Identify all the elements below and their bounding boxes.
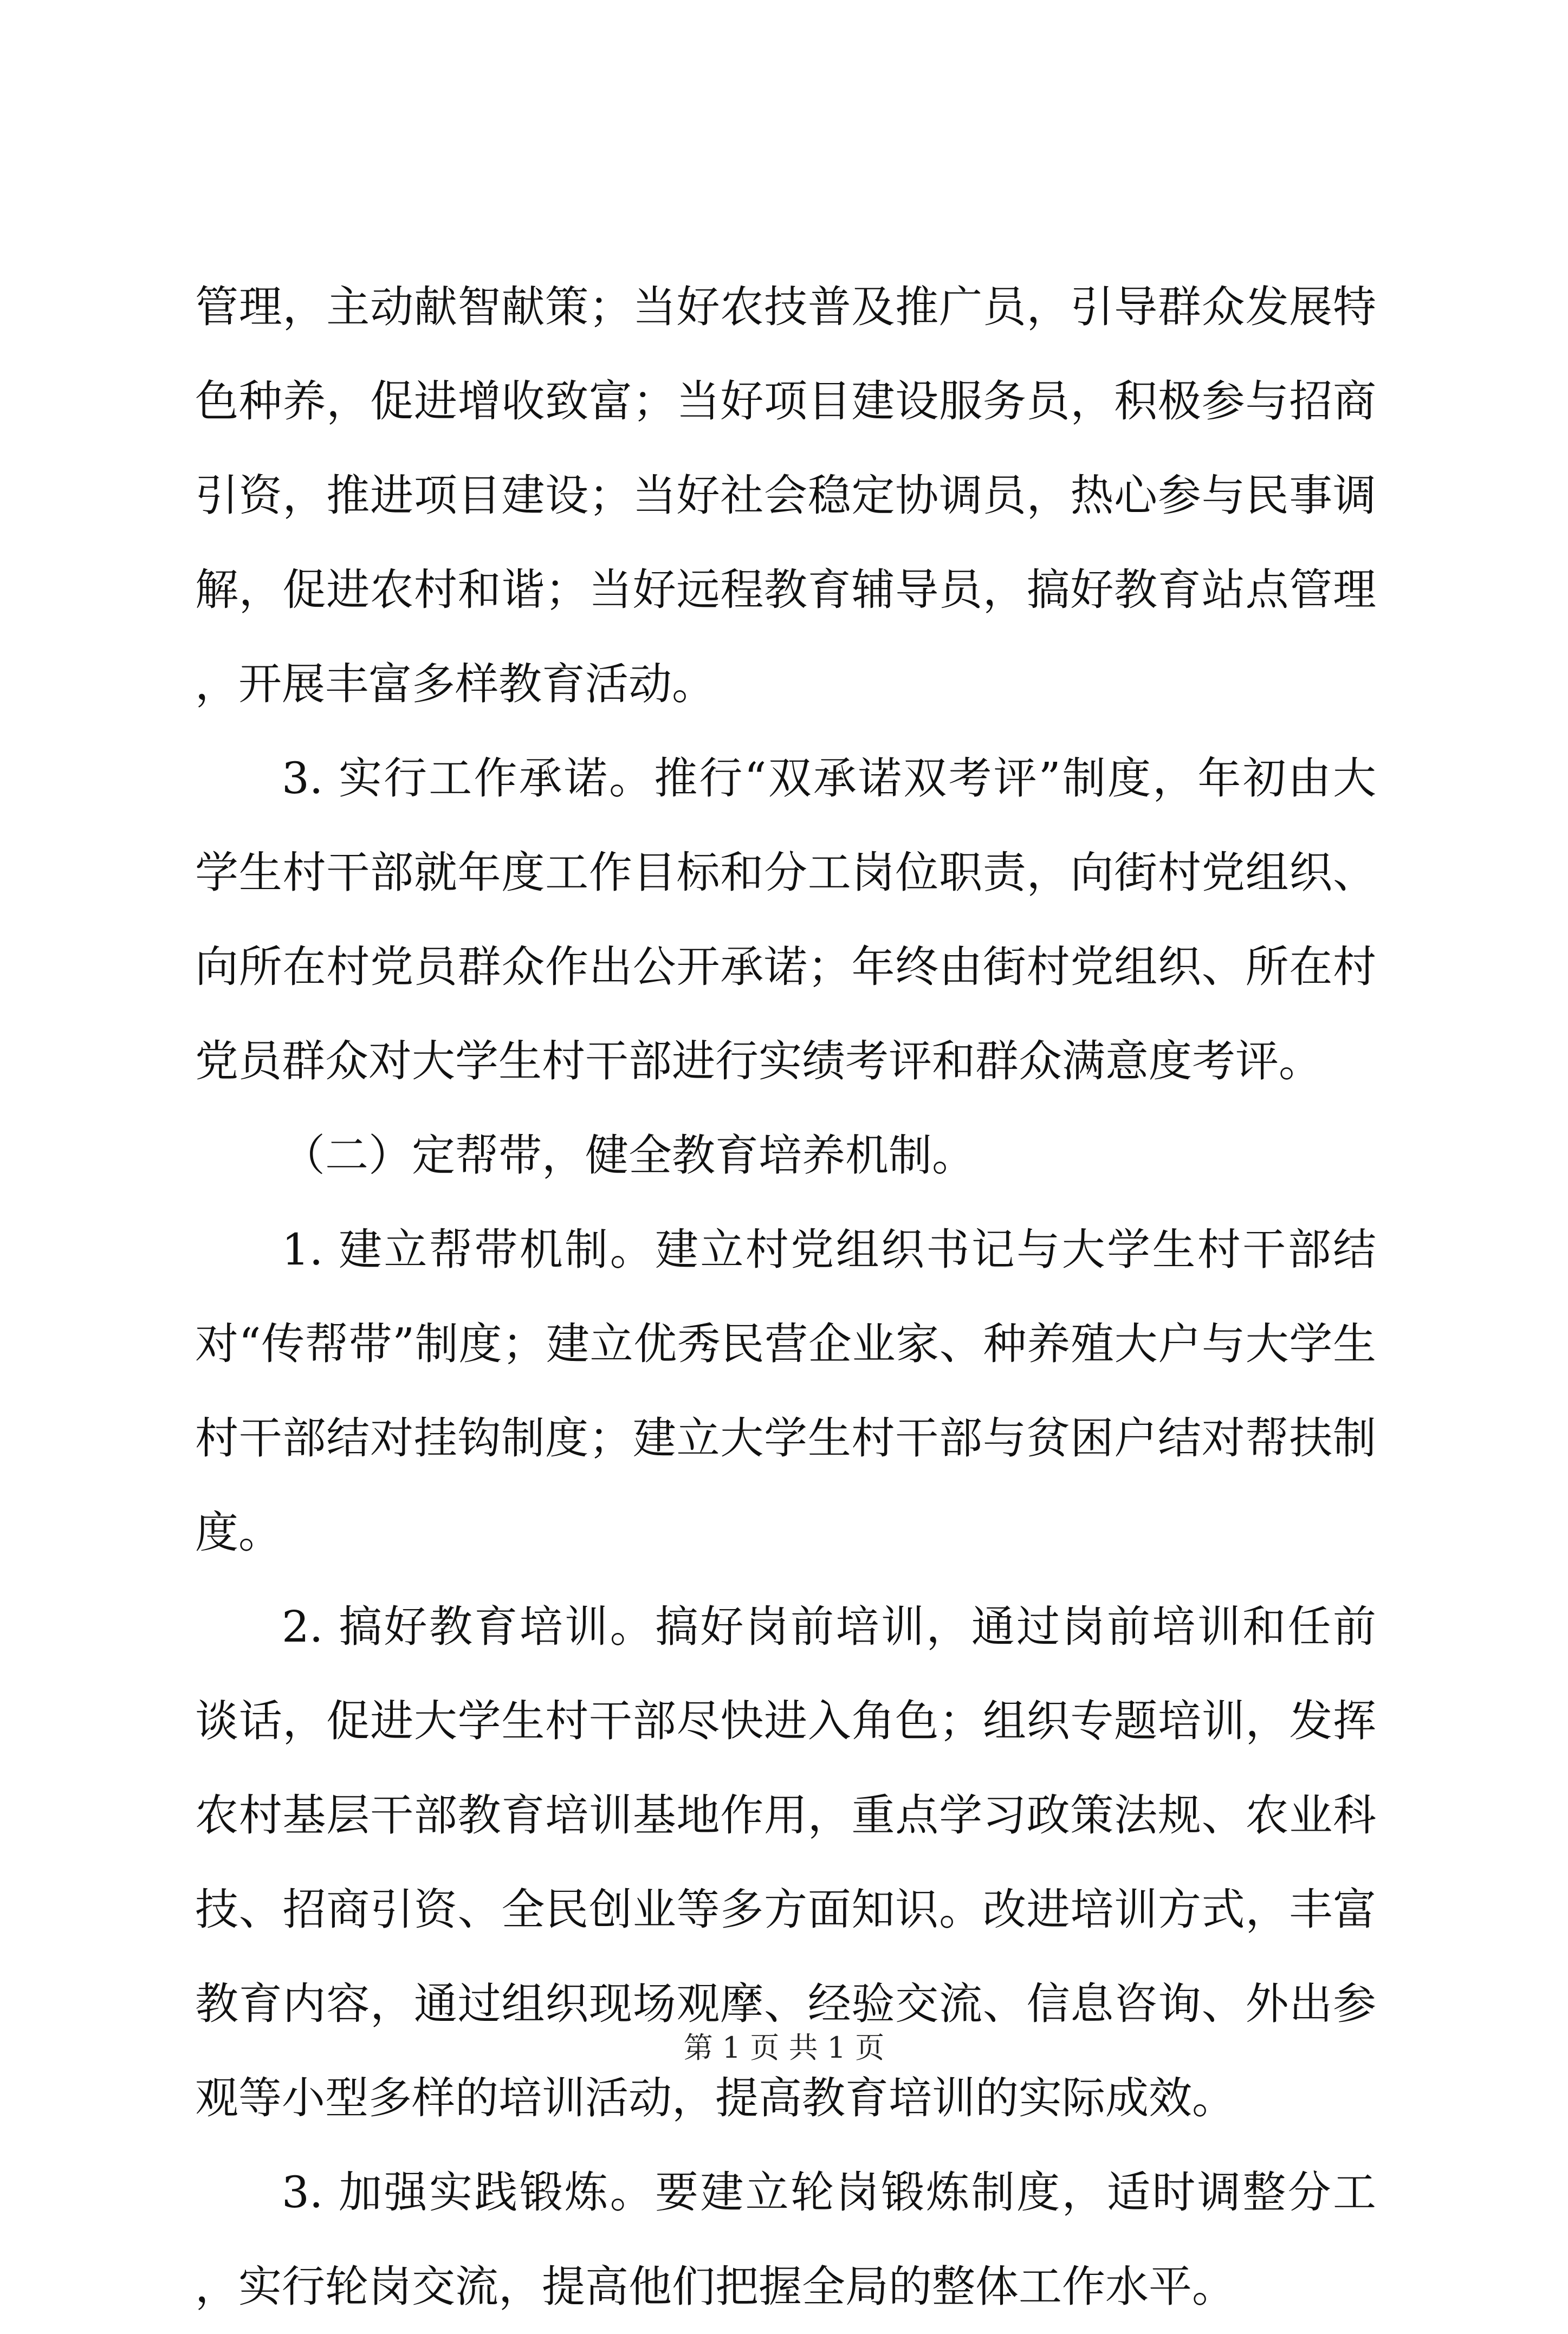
paragraph-practice: 3. 加强实践锻炼。要建立轮岗锻炼制度，适时调整分工，实行轮岗交流，提高他们把握全局的整体工作水平。 xyxy=(195,2167,1376,2312)
page-footer: 第 1 页 共 1 页 xyxy=(683,2031,885,2065)
document-body xyxy=(195,260,1376,2334)
paragraph-work-commitment: 3. 实行工作承诺。推行“双承诺双考评”制度，年初由大学生村干部就年度工作目标和分工岗位职责，向街村党组织、向所在村党员群众作出公开承诺；年终由街村党组织、所在村党员群众对大学生村干部进行实绩考评和群众满意度考评。 xyxy=(195,753,1376,1086)
paragraph-continuation: 管理，主动献智献策；当好农技普及推广员，引导群众发展特色种养，促进增收致富；当好项目建设服务员，积极参与招商引资，推进项目建设；当好社会稳定协调员，热心参与民事调解，促进农村和谐；当好远程教育辅导员，搞好教育站点管理，开展丰富多样教育活动。 xyxy=(195,282,1376,709)
paragraph-mentoring-mechanism: 1. 建立帮带机制。建立村党组织书记与大学生村干部结对“传帮带”制度；建立优秀民营企业家、种养殖大户与大学生村干部结对挂钩制度；建立大学生村干部与贫困户结对帮扶制度。 xyxy=(195,1224,1376,1558)
section-heading-mentoring: （二）定帮带，健全教育培养机制。 xyxy=(282,1130,975,1181)
paragraph-education-training: 2. 搞好教育培训。搞好岗前培训，通过岗前培训和任前谈话，促进大学生村干部尽快进入角色；组织专题培训，发挥农村基层干部教育培训基地作用，重点学习政策法规、农业科技、招商引资、全民创业等多方面知识。改进培训方式，丰富教育内容，通过组织现场观摩、经验交流、信息咨询、外出参观等小型多样的培训活动，提高教育培训的实际成效。 xyxy=(195,1602,1376,2123)
